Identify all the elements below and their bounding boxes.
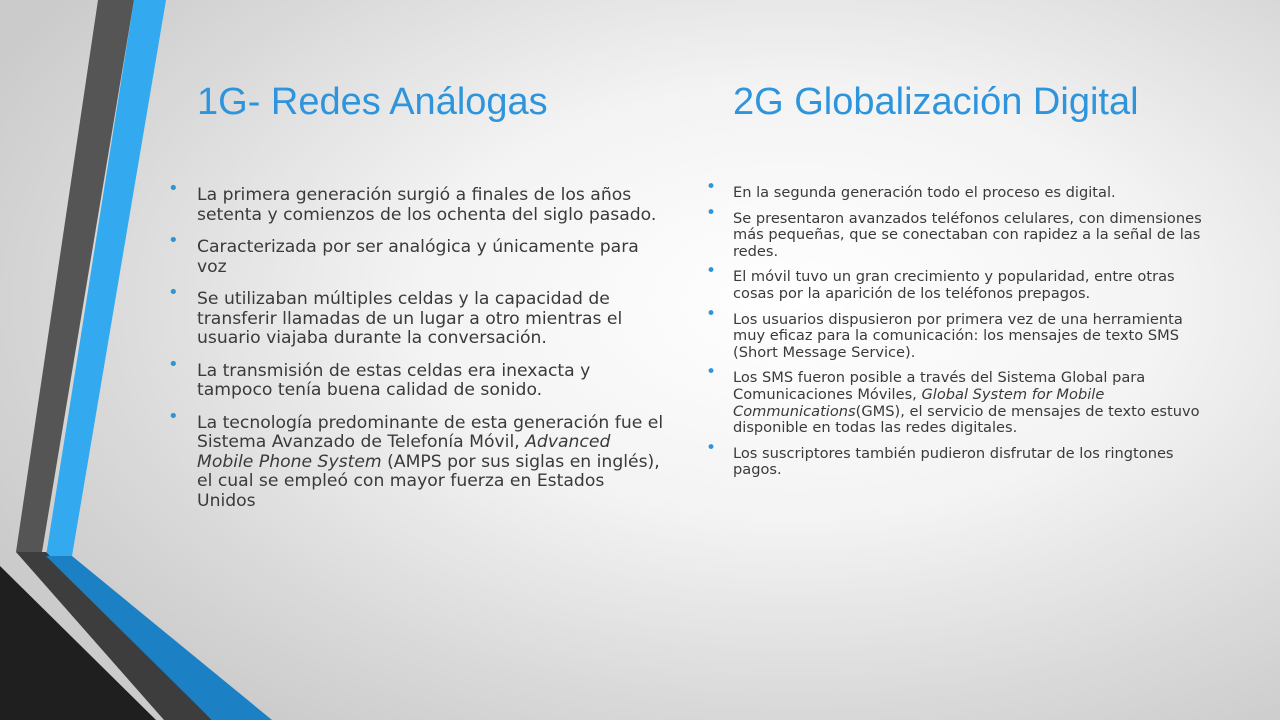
bullet-text: La transmisión de estas celdas era inexacta y tampoco tenía buena calidad de sonido. <box>197 360 591 400</box>
bullet-icon: • <box>168 405 179 427</box>
list-item <box>706 303 1203 362</box>
bullet-icon: • <box>706 202 717 223</box>
bullet-icon: • <box>706 303 717 324</box>
bullet-text-emphasis: Global System for Mobile Communications <box>733 385 1105 420</box>
bullet-icon: • <box>706 437 717 458</box>
bullet-text: En la segunda generación todo el proceso es digital. <box>733 184 1116 201</box>
bullet-text: Se utilizaban múltiples celdas y la capacidad de transferir llamadas de un lugar a otro mientras el usuario viajaba durante la conversación. <box>197 289 623 348</box>
bullet-icon: • <box>168 282 179 303</box>
list-item <box>168 178 667 225</box>
bullet-text-emphasis: Advanced Mobile Phone System <box>197 432 611 472</box>
list-item <box>168 353 667 401</box>
bullet-text: Se presentaron avanzados teléfonos celulares, con dimensiones más pequeñas, que se conectaban con rapidez a la señal de las redes. <box>733 209 1202 260</box>
bullet-text: Los usuarios dispusieron por primera vez de una herramienta muy eficaz para la comunicación: los mensajes de texto SMS (Short Message Service). <box>733 310 1183 361</box>
list-item <box>706 202 1203 261</box>
title-2g: 2G Globalización Digital <box>733 81 1139 123</box>
list-item <box>706 437 1203 479</box>
list-item <box>168 230 667 277</box>
bullet-icon: • <box>168 230 179 251</box>
bullet-text: La primera generación surgió a finales de los años setenta y comienzos de los ochenta del siglo pasado. <box>197 185 657 225</box>
bullet-icon: • <box>706 177 717 197</box>
bullet-icon: • <box>706 362 717 383</box>
list-item <box>168 282 667 349</box>
bullet-text-after: (GMS), el servicio de mensajes de texto estuvo disponible en todas las redes digitales. <box>733 402 1200 437</box>
list-item <box>706 177 1203 202</box>
bullet-icon: • <box>168 178 179 199</box>
bullet-text-before: La tecnología predominante de esta generación fue el Sistema Avanzado de Telefonía Móvil, <box>197 412 664 452</box>
bullet-text-after: (AMPS por sus siglas en inglés), el cual se empleó con mayor fuerza en Estados Unidos <box>197 451 660 511</box>
bullet-text: El móvil tuvo un gran crecimiento y popularidad, entre otras cosas por la aparición de los teléfonos prepagos. <box>733 268 1175 302</box>
bullet-list-2g <box>706 177 1203 488</box>
list-item <box>168 405 667 512</box>
bullet-text: Caracterizada por ser analógica y únicamente para voz <box>197 237 639 277</box>
bullet-list-1g <box>168 178 667 524</box>
title-1g: 1G- Redes Análogas <box>197 81 548 123</box>
bullet-text: Los suscriptores también pudieron disfrutar de los ringtones pagos. <box>733 444 1174 479</box>
bullet-text-before: Los SMS fueron posible a través del Sistema Global para Comunicaciones Móviles, <box>733 369 1146 403</box>
bullet-icon: • <box>706 261 717 282</box>
list-item <box>706 362 1203 437</box>
bullet-icon: • <box>168 353 179 375</box>
list-item <box>706 261 1203 302</box>
